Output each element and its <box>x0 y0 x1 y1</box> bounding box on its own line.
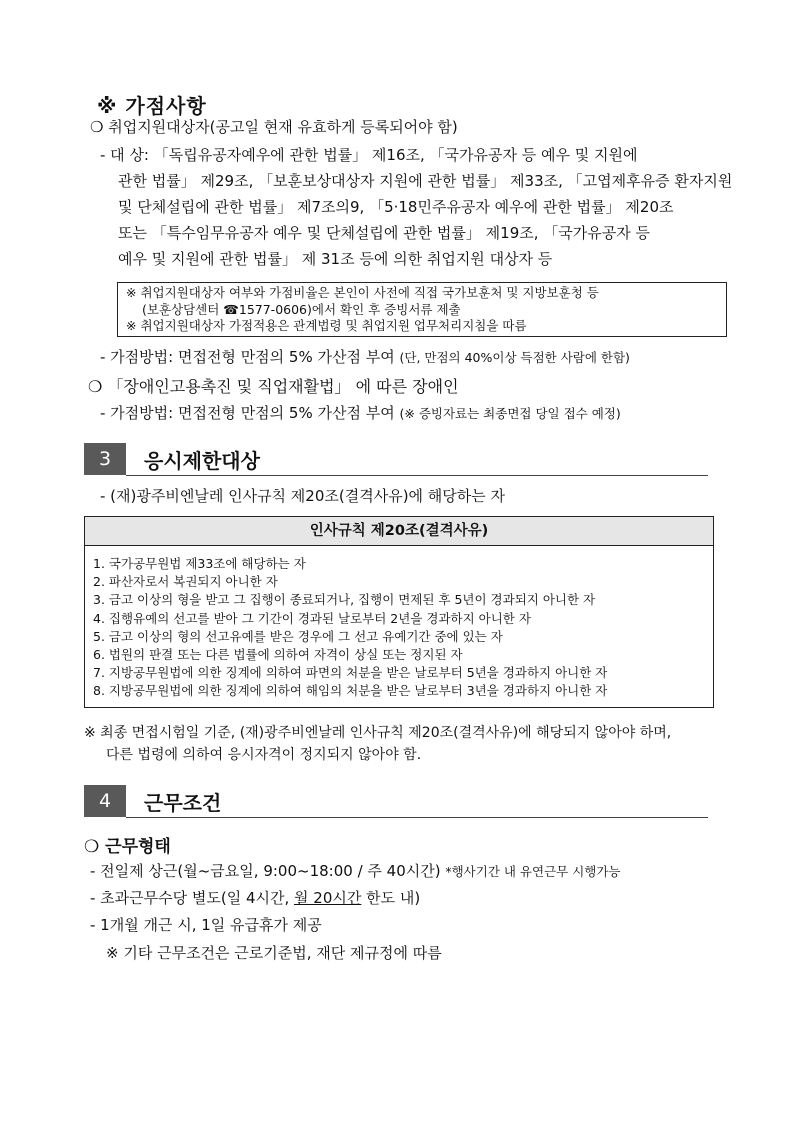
target-line-3: 및 단체설립에 관한 법률」 제7조의9, 「5·18민주유공자 예우에 관한 법률」 제20조 <box>118 198 674 216</box>
work-line-2-suffix: 한도 내) <box>361 889 421 907</box>
section3-title: 응시제한대상 <box>144 449 260 473</box>
target-line-5: 예우 및 지원에 관한 법률」 제 31조 등에 의한 취업지원 대상자 등 <box>118 250 553 268</box>
work-line-1-note: *행사기간 내 유연근무 시행가능 <box>445 864 621 879</box>
list-item: 5. 금고 이상의 형의 선고유예를 받은 경우에 그 선고 유예기간 중에 있는 자 <box>93 628 503 644</box>
method1-note: (단, 만점의 40%이상 득점한 사람에 한함) <box>399 350 630 365</box>
section4-header <box>84 785 708 819</box>
method2-main: - 가점방법: 면접전형 만점의 5% 가산점 부여 <box>100 404 395 422</box>
work-line-2 <box>90 887 420 909</box>
method2-note: (※ 증빙자료는 최종면접 당일 접수 예정) <box>399 406 621 421</box>
section3-footnote-1: ※ 최종 면접시험일 기준, (재)광주비엔날레 인사규칙 제20조(결격사유)에 해당되지 않아야 하며, <box>84 725 672 741</box>
list-item: 4. 집행유예의 선고를 받아 그 기간이 경과된 날로부터 2년을 경과하지 아니한 자 <box>93 610 531 626</box>
section4-rule <box>126 817 708 818</box>
note-line-2: (보훈상담센터 ☎1577-0606)에서 확인 후 증빙서류 제출 <box>142 301 461 317</box>
list-item: 6. 법원의 판결 또는 다른 법률에 의하여 자격이 상실 또는 정지된 자 <box>93 647 463 663</box>
bonus-title: ※ 가점사항 <box>97 94 207 118</box>
table-header: 인사규칙 제20조(결격사유) <box>85 517 713 546</box>
work-line-1 <box>90 860 621 883</box>
table-body <box>85 546 713 707</box>
target-line-2: 관한 법률」 제29조, 「보훈보상대상자 지원에 관한 법률」 제33조, 「고엽제후유증 환자지원 <box>118 172 733 190</box>
section4-title: 근무조건 <box>144 791 222 815</box>
method2 <box>100 402 621 425</box>
target-line-4: 또는 「특수임무유공자 예우 및 단체설립에 관한 법률」 제19조, 「국가유공자 등 <box>118 224 650 242</box>
section3-number: 3 <box>84 443 126 475</box>
disqualification-table <box>84 516 714 708</box>
method1 <box>100 346 630 369</box>
method1-main: - 가점방법: 면접전형 만점의 5% 가산점 부여 <box>100 348 395 366</box>
work-line-3: - 1개월 개근 시, 1일 유급휴가 제공 <box>90 916 322 934</box>
bonus-note-box <box>117 282 727 337</box>
section3-header <box>84 443 708 477</box>
work-line-2-prefix: - 초과근무수당 별도(일 4시간, <box>90 889 295 907</box>
list-item: 8. 지방공무원법에 의한 징계에 의하여 해임의 처분을 받은 날로부터 3년을 경과하지 아니한 자 <box>93 683 608 699</box>
work-form-heading: ❍ 근무형태 <box>84 837 171 857</box>
note-line-3: ※ 취업지원대상자 가점적용은 관계법령 및 취업지원 업무처리지침을 따름 <box>126 318 527 333</box>
section3-footnote-2: 다른 법령에 의하여 응시자격이 정지되지 않아야 함. <box>106 747 422 763</box>
section4-number: 4 <box>84 785 126 817</box>
work-line-1-main: - 전일제 상근(월~금요일, 9:00~18:00 / 주 40시간) <box>90 862 441 880</box>
work-line-2-underlined: 월 20시간 <box>294 889 362 907</box>
list-item: 2. 파산자로서 복권되지 아니한 자 <box>93 574 278 590</box>
target-heading: ❍ 취업지원대상자(공고일 현재 유효하게 등록되어야 함) <box>90 118 458 136</box>
list-item: 1. 국가공무원법 제33조에 해당하는 자 <box>93 556 306 571</box>
target-line-1: - 대 상: 「독립유공자예우에 관한 법률」 제16조, 「국가유공자 등 예우 및 지원에 <box>100 146 638 164</box>
section3-rule <box>126 475 708 476</box>
list-item: 3. 금고 이상의 형을 받고 그 집행이 종료되거나, 집행이 면제된 후 5년이 경과되지 아니한 자 <box>93 592 596 608</box>
note-line-1: ※ 취업지원대상자 여부와 가점비율은 본인이 사전에 직접 국가보훈처 및 지방보훈청 등 <box>126 285 599 300</box>
list-item: 7. 지방공무원법에 의한 징계에 의하여 파면의 처분을 받은 날로부터 5년을 경과하지 아니한 자 <box>93 665 608 681</box>
work-line-4: ※ 기타 근무조건은 근로기준법, 재단 제규정에 따름 <box>106 944 442 962</box>
disabled-heading: ❍ 「장애인고용촉진 및 직업재활법」 에 따른 장애인 <box>88 377 459 396</box>
section3-intro: - (재)광주비엔날레 인사규칙 제20조(결격사유)에 해당하는 자 <box>100 487 506 505</box>
